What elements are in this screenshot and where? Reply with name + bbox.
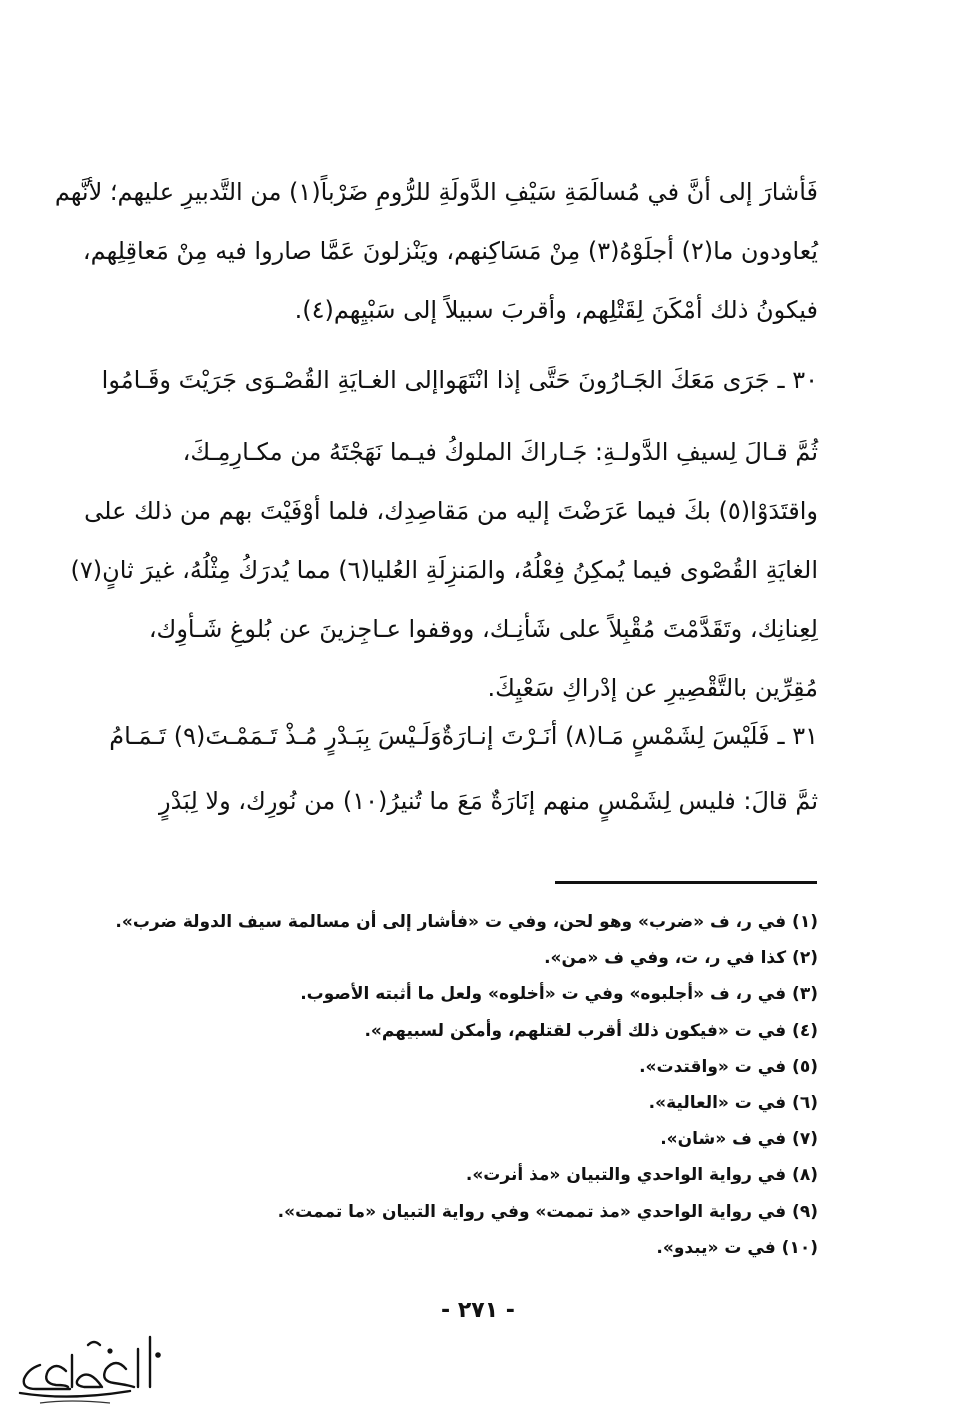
text-line: الغايَةِ القُصْوى فيما يُمكِنُ فِعْلُهُ، والمَنزِلَةِ العُليا(٦) مما يُدرَكُ مِثْلُهُ، غيرَ ثانٍ(٧) bbox=[70, 556, 818, 584]
text-line: واقتَدَوْا(٥) بكَ فيما عَرَضْتَ إليه من مَقاصِدِك، فلما أوْفَيْتَ بهم من ذلك على bbox=[84, 497, 818, 525]
footnote: (٦) في ت «العالية». bbox=[648, 1092, 818, 1113]
verse-31 bbox=[109, 711, 818, 761]
commentary-paragraph-3 bbox=[158, 772, 818, 831]
text-line: ثمَّ قالَ: فليس لِشَمْسٍ منهم إنَارَةٌ مَعَ ما تُنيرُ(١٠) من نُورِك، ولا لِبَدْرٍ bbox=[159, 787, 818, 815]
text-line: فيكونُ ذلك أمْكَنَ لِقَتْلِهم، وأقربَ سبيلاً إلى سَبْيِهم(٤). bbox=[294, 296, 818, 324]
verse-number: ٣١ ـ bbox=[777, 722, 818, 750]
commentary-paragraph-2 bbox=[70, 423, 818, 718]
footnote: (٢) كذا في ر، ت، وفي ف «من». bbox=[544, 948, 818, 969]
verse-30 bbox=[101, 355, 818, 405]
verse-number: ٣٠ ـ bbox=[777, 366, 818, 394]
footnote: (٥) في ت «واقتدت». bbox=[639, 1056, 818, 1077]
text-line: مُقِرِّين بالتَّقْصِيرِ عن إدْراكِ سَعْيِكَ. bbox=[487, 674, 818, 702]
verse-hemistich-second: وَلَـيْسَ بِبَـدْرٍ مُـذْ تَـمَمْـتَ(٩) تَـمَـامُ bbox=[109, 722, 442, 750]
verse-hemistich-first: جَرَى مَعَكَ الجَـارُونَ حَتَّى إذا انْتَهَوا bbox=[438, 366, 770, 394]
text-line: لِعِنانِك، وتَقَدَّمْتَ مُقْبِلاً على شَأنِـك، ووقفوا عـاجِزينَ عن بُلوغِ شَـأوِك، bbox=[148, 615, 818, 643]
footnote: (١) في ر، ف «ضرب» وهو لحن، وفي ت «فأشار إلى أن مسالمة سيف الدولة ضرب». bbox=[115, 912, 818, 932]
verse-hemistich-first: فَلَيْسَ لِشَمْسٍ مَـا(٨) أنَـرْتَ إنـارَةٌ bbox=[441, 722, 770, 750]
verse-hemistich-second: إلى الغـايَةِ القُصْـوَى جَرَيْتَ وقَـامُوا bbox=[101, 366, 439, 394]
text-line: ثُمَّ قـالَ لِسيفِ الدَّولـةِ: جَـاراكَ الملوكُ فيـما نَهَجْتَهُ من مكـارِمِـكَ، bbox=[182, 438, 818, 466]
footnote: (٤) في ت «فيكون ذلك أقرب لقتلهم، وأمكن لسبيهم». bbox=[364, 1020, 818, 1041]
commentary-paragraph-1 bbox=[54, 163, 818, 340]
footnotes-list bbox=[115, 904, 818, 1266]
footnote: (٩) في رواية الواحدي «مذ تممت» وفي رواية التبيان «ما تممت». bbox=[277, 1201, 818, 1222]
footnote-separator bbox=[555, 881, 817, 884]
text-line: فَأشارَ إلى أنَّ في مُسالَمَةِ سَيْفِ الدَّولَةِ للرُّومِ ضَرْباً(١) من التَّدبيرِ عليهم؛ لأنَّهم bbox=[54, 178, 818, 206]
library-stamp-icon bbox=[10, 1325, 170, 1410]
footnote: (٨) في رواية الواحدي والتبيان «مذ أنرت». bbox=[465, 1165, 818, 1186]
footnote: (٧) في ف «شان». bbox=[660, 1129, 818, 1150]
footnote: (٣) في ر، ف «أجلبوه» وفي ت «أخلوه» ولعل ما أثبته الأصوب. bbox=[300, 984, 818, 1005]
footnote: (١٠) في ت «يبدو». bbox=[656, 1237, 818, 1258]
page-number: - ٢٧١ - bbox=[441, 1298, 515, 1323]
text-line: يُعاودون ما(٢) أجلَوْهُ(٣) مِنْ مَسَاكِنهم، ويَنْزلونَ عَمَّا صاروا فيه مِنْ مَعاقِلِهم، bbox=[82, 237, 818, 265]
